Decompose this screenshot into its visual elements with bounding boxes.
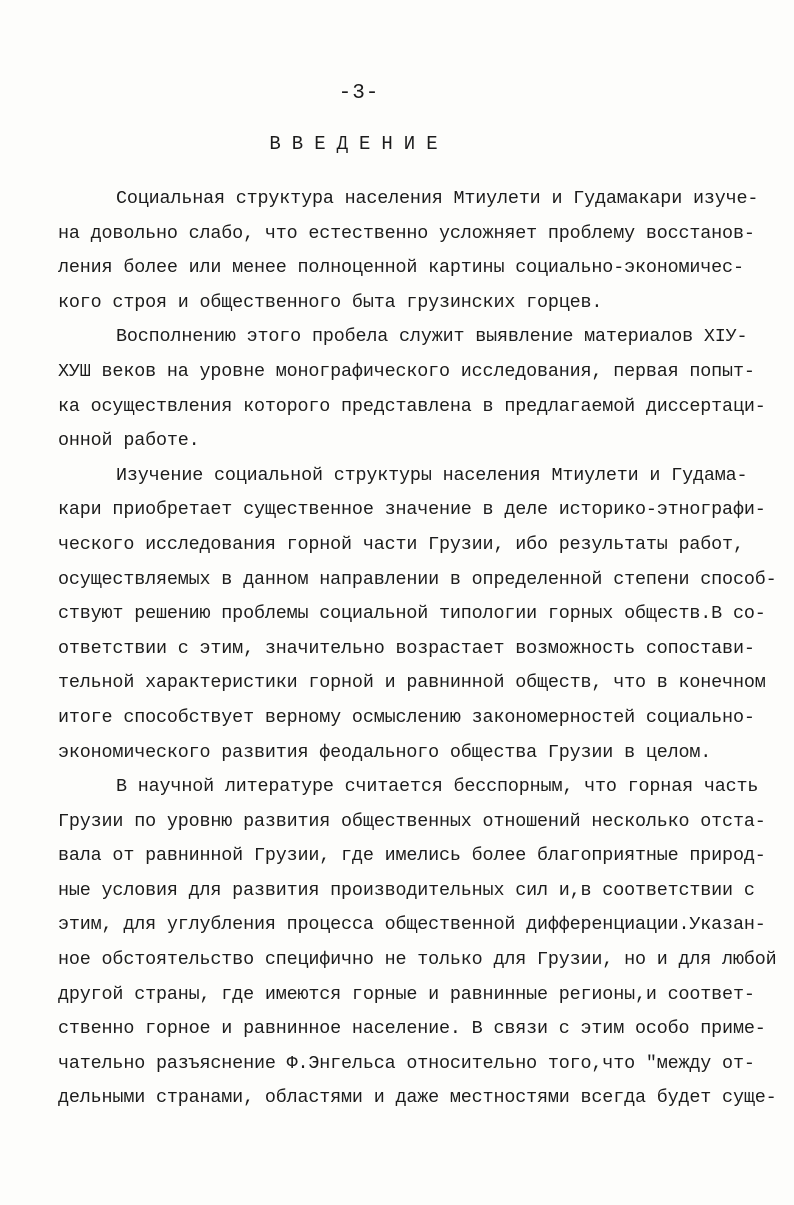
text-line: кого строя и общественного быта грузинских горцев. [58,291,603,313]
text-line: онной работе. [58,430,200,452]
text-line: Социальная структура населения Мтиулети и Гудамакари изуче- [116,188,759,209]
text-line: Грузии по уровню развития общественных отношений несколько отста- [58,810,766,832]
text-line: другой страны, где имеются горные и равнинные регионы,и соответ- [58,983,755,1005]
text-line: ные условия для развития производительных сил и,в соответствии с [58,879,755,901]
text-line: кари приобретает существенное значение в деле историко-этнографи- [58,499,766,521]
page-number: -3- [338,82,380,105]
text-line: ответствии с этим, значительно возрастает возможность сопостави- [58,637,755,659]
text-line: чательно разъяснение Ф.Энгельса относительно того,что "между от- [58,1052,755,1074]
text-line: Восполнению этого пробела служит выявление материалов XIУ- [116,326,748,348]
text-line: на довольно слабо, что естественно усложняет проблему восстанов- [58,222,755,244]
text-line: ствуют решению проблемы социальной типологии горных обществ.В со- [58,603,766,625]
text-line: дельными странами, областями и даже местностями всегда будет суще- [58,1087,777,1109]
text-line: В научной литературе считается бесспорным, что горная часть [116,776,759,798]
text-line: ное обстоятельство специфично не только для Грузии, но и для любой [58,949,777,971]
text-line: ственно горное и равнинное население. В связи с этим особо приме- [58,1018,766,1040]
text-line: ческого исследования горной части Грузии, ибо результаты работ, [58,533,744,555]
text-line: осуществляемых в данном направлении в определенной степени способ- [58,568,777,590]
section-heading: ВВЕДЕНИЕ [269,133,449,155]
text-line: ка осуществления которого представлена в предлагаемой диссертаци- [58,395,766,417]
body-text [58,182,777,1116]
text-line: этим, для углубления процесса общественной дифференциации.Указан- [58,914,766,936]
text-line: итоге способствует верному осмыслению закономерностей социально- [58,706,755,728]
text-line: ления более или менее полноценной картины социально-экономичес- [58,257,744,279]
text-line: вала от равнинной Грузии, где имелись более благоприятные природ- [58,845,766,867]
text-line: экономического развития феодального общества Грузии в целом. [58,741,712,763]
text-line: тельной характеристики горной и равнинной обществ, что в конечном [58,672,766,694]
text-line: ХУШ веков на уровне монографического исследования, первая попыт- [58,360,755,382]
text-line: Изучение социальной структуры населения Мтиулети и Гудама- [116,464,748,486]
